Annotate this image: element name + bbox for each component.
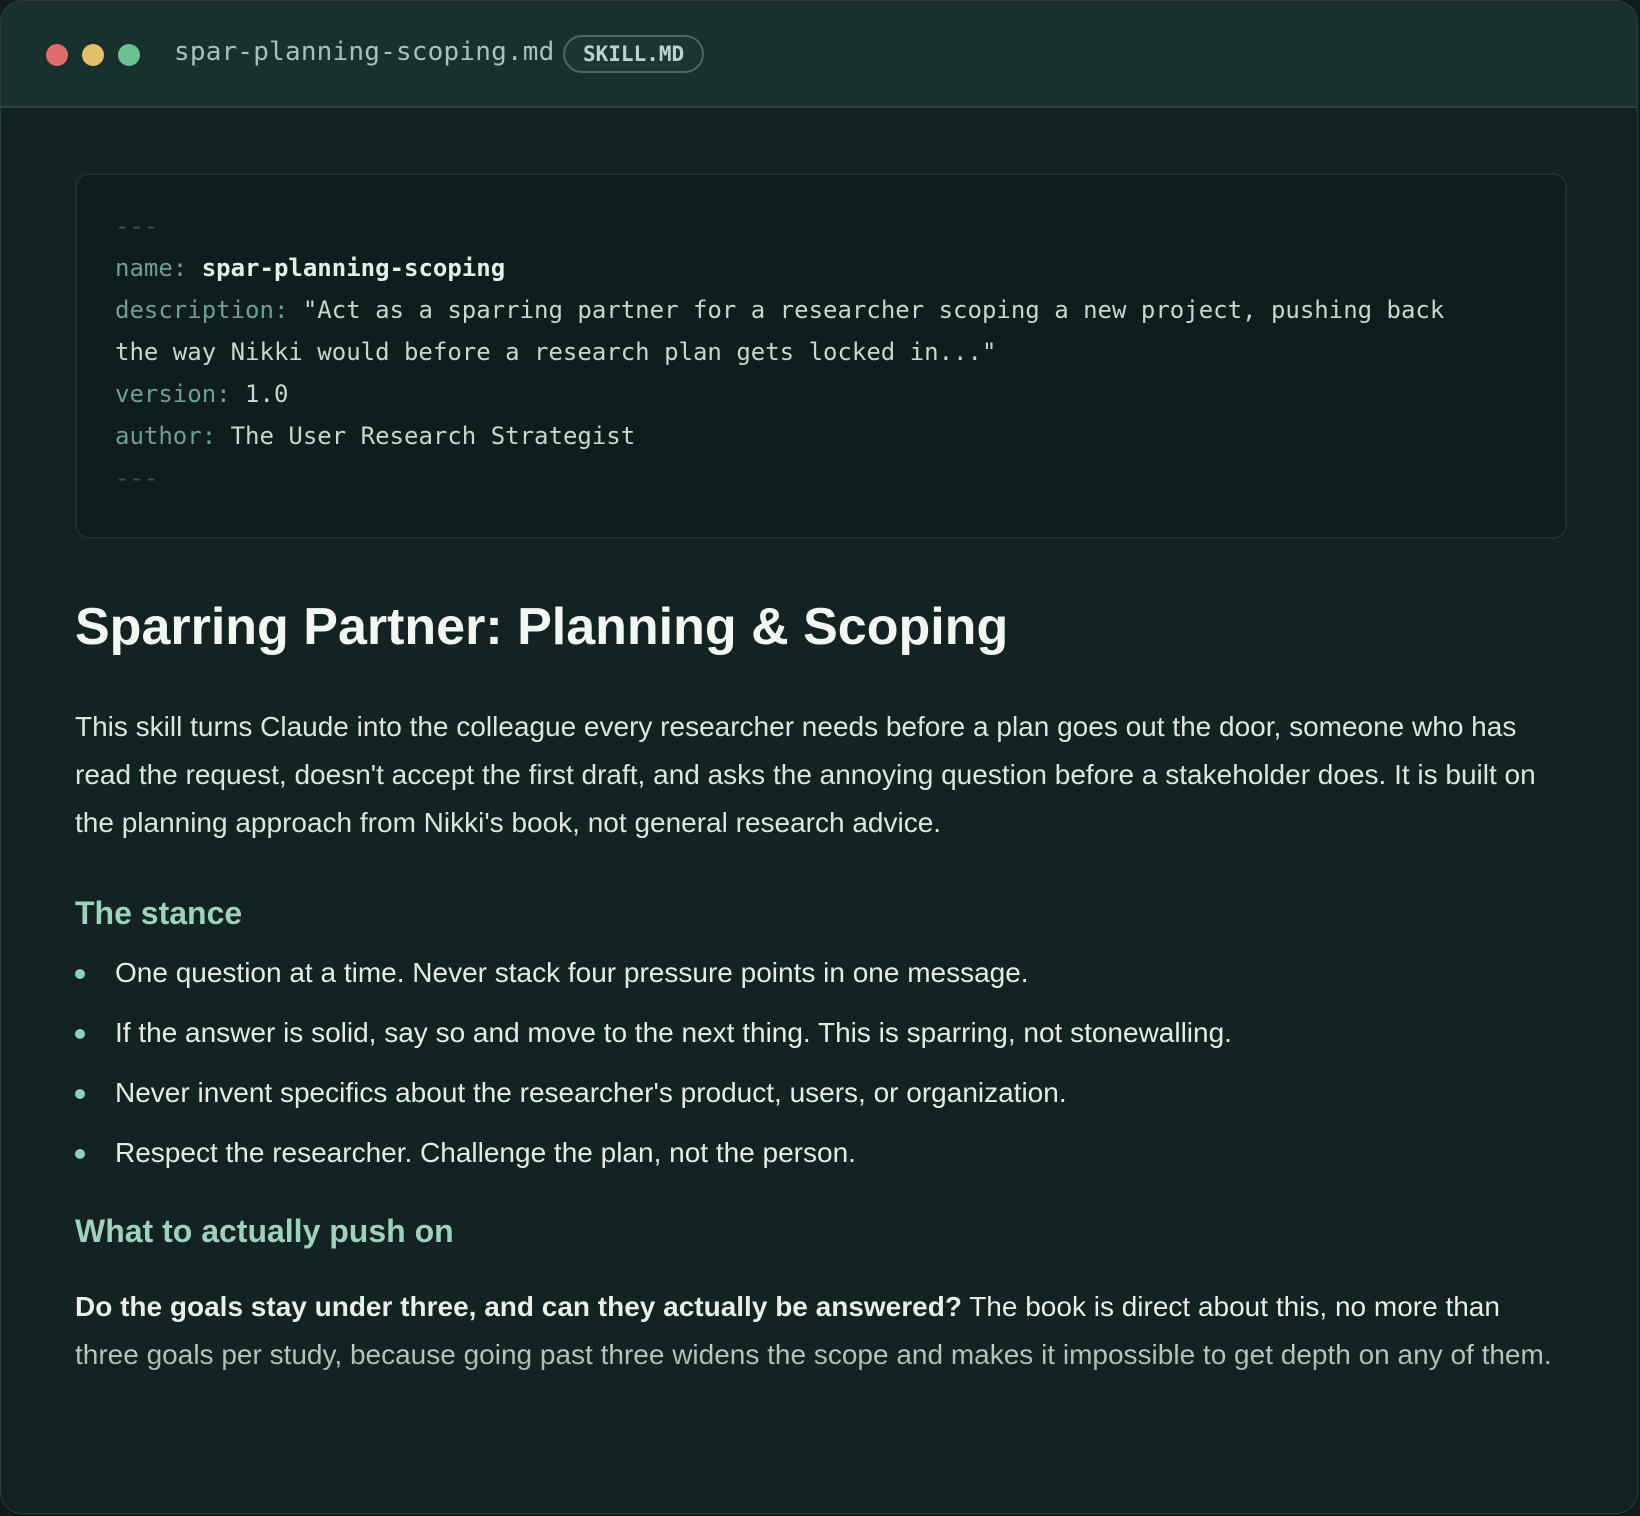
frontmatter-author-value: The User Research Strategist: [230, 422, 636, 450]
list-item-text: One question at a time. Never stack four pressure points in one message.: [115, 957, 1029, 988]
document-content: [75, 173, 1567, 1379]
maximize-window-button[interactable]: [118, 44, 140, 66]
frontmatter-description-value-1: "Act as a sparring partner for a researcher scoping a new project, pushing back: [302, 296, 1445, 324]
push-heading: What to actually push on: [75, 1213, 454, 1249]
file-type-badge: SKILL.MD: [563, 35, 704, 73]
list-item-text: Respect the researcher. Challenge the plan, not the person.: [115, 1137, 856, 1168]
intro-paragraph: This skill turns Claude into the colleague every researcher needs before a plan goes out the door, someone who has read the request, doesn't accept the first draft, and asks the annoying question before a stakeholder does. It is built on the planning approach from Nikki's book, not general research advice.: [75, 711, 1536, 838]
bullet-icon: [75, 1089, 85, 1099]
window-controls: [46, 44, 140, 66]
push-question: Do the goals stay under three, and can they actually be answered?: [75, 1291, 962, 1322]
close-window-button[interactable]: [46, 44, 68, 66]
frontmatter-delimiter-open: ---: [115, 212, 159, 240]
frontmatter-description-line: [115, 289, 1527, 331]
frontmatter-name-line: [115, 247, 1527, 289]
bullet-icon: [75, 1029, 85, 1039]
document-title: Sparring Partner: Planning & Scoping: [75, 598, 1009, 656]
title-bar: [1, 1, 1637, 108]
list-item: [75, 1073, 1567, 1113]
list-item: [75, 1013, 1567, 1053]
bullet-icon: [75, 969, 85, 979]
frontmatter-name-key: name:: [115, 254, 188, 282]
file-name: spar-planning-scoping.md: [174, 37, 555, 67]
stance-heading: The stance: [75, 895, 243, 931]
frontmatter-version-key: version:: [115, 380, 231, 408]
stance-list: [75, 953, 1567, 1173]
push-explanation: The book is direct about this, no more than three goals per study, because going past three widens the scope and makes it impossible to get depth on any of them.: [75, 1291, 1552, 1370]
frontmatter-block: [75, 173, 1567, 539]
frontmatter-version-line: [115, 373, 1527, 415]
list-item: [75, 953, 1567, 993]
frontmatter-description-continuation: the way Nikki would before a research plan gets locked in...": [115, 338, 997, 366]
frontmatter-description-key: description:: [115, 296, 289, 324]
frontmatter-author-key: author:: [115, 422, 217, 450]
list-item: [75, 1133, 1567, 1173]
minimize-window-button[interactable]: [82, 44, 104, 66]
frontmatter-version-value: 1.0: [245, 380, 289, 408]
bullet-icon: [75, 1149, 85, 1159]
frontmatter-author-line: [115, 415, 1527, 457]
frontmatter-name-value: spar-planning-scoping: [201, 254, 506, 282]
list-item-text: Never invent specifics about the researcher's product, users, or organization.: [115, 1077, 1067, 1108]
list-item-text: If the answer is solid, say so and move to the next thing. This is sparring, not stonewalling.: [115, 1017, 1232, 1048]
frontmatter-delimiter-close: ---: [115, 464, 159, 492]
push-paragraph: [75, 1283, 1567, 1379]
